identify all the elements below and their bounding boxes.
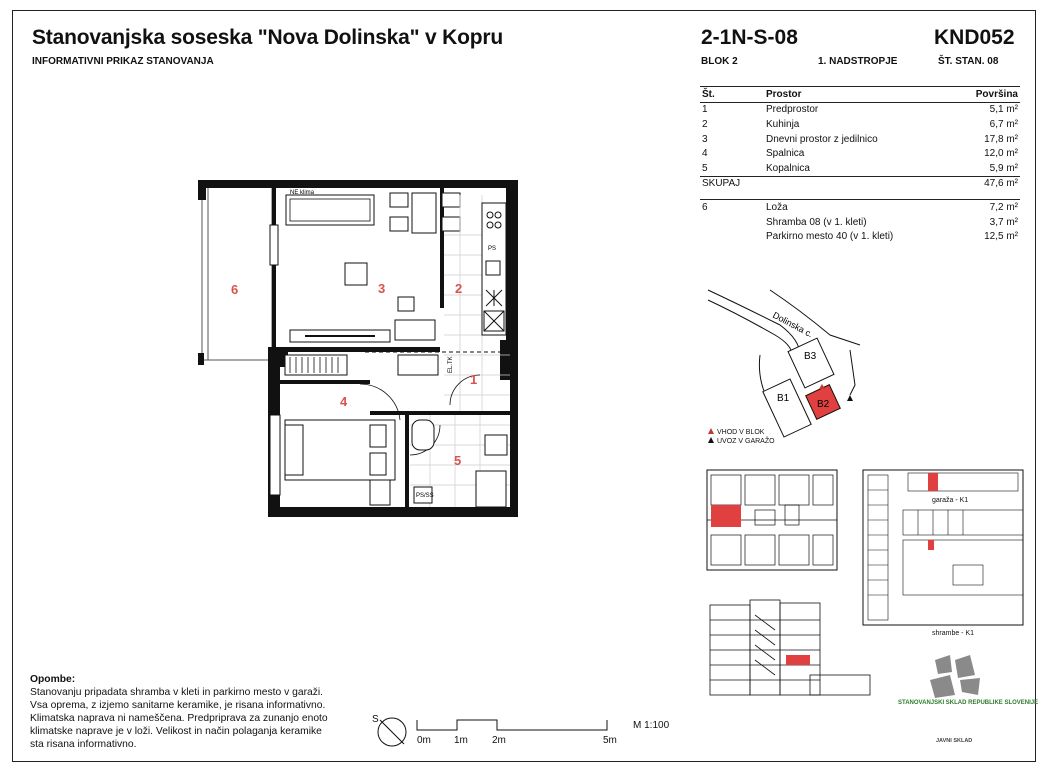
page-title: Stanovanjska soseska "Nova Dolinska" v Kopru [32,26,503,49]
table-row: Shramba 08 (v 1. kleti) 3,7 m² [766,216,1018,228]
page-subtitle: INFORMATIVNI PRIKAZ STANOVANJA [32,56,214,67]
notes-line: klimatske naprave je v loži. Velikost in način polaganja keramike [30,726,322,737]
block-b1-label: B1 [777,393,790,404]
notes [30,673,350,751]
room-number-6: 6 [231,282,239,297]
garage-key-plan [858,465,1028,640]
section-unit-highlight [786,655,810,665]
table-row: 1 Predprostor 5,1 m² [702,104,1018,116]
entrance-triangle-icon [708,428,714,434]
table-row: 6 Loža 7,2 m² [700,200,1020,215]
room-number-4: 4 [340,394,348,409]
block-label: BLOK 2 [701,56,738,67]
knd-code: KND052 [934,26,1015,49]
room-number-3: 3 [378,281,386,296]
parking-highlight [928,473,938,491]
site-legend: VHOD V BLOK UVOZ V GARAŽO [708,428,775,446]
floor-key-plan [705,465,845,575]
table-row: 3 Dnevni prostor z jedilnico 17,8 m² [702,133,1018,145]
total-row: SKUPAJ 47,6 m² [700,176,1020,191]
unit-code: 2-1N-S-08 [701,26,798,49]
scale-tick-5: 5m [603,735,617,746]
col-room: Prostor [764,87,953,103]
garage-marker [847,395,853,401]
sofa [286,195,374,225]
floor-label: 1. NADSTROPJE [818,56,898,67]
street-label: Dolinska c. [771,309,815,340]
ps-ss-label: PS/SS [416,493,434,499]
table-row: 5 Kopalnica 5,9 m² [702,162,1018,174]
scale-tick-1: 1m [454,735,468,746]
site-plan [700,285,880,445]
storage-highlight [928,540,934,550]
rooms-table [700,86,1020,244]
scale-tick-2: 2m [492,735,506,746]
table-row: 2 Kuhinja 6,7 m² [702,118,1018,130]
col-no: Št. [700,87,764,103]
notes-heading: Opombe: [30,674,76,685]
col-area: Površina [953,87,1020,103]
notes-line: Klimatska naprava ni nameščena. Predpriprava za zunanjo enoto [30,713,328,724]
room-number-5: 5 [454,453,462,468]
unit-number-label: ŠT. STAN. 08 [938,56,999,67]
section-key-plan [700,595,880,705]
storage-label: shrambe - K1 [932,630,975,637]
notes-line: sta risana informativno. [30,739,137,750]
loggia-floor [202,185,272,360]
table-header [700,87,1020,103]
block-b3-shape [788,338,834,388]
notes-line: Vsa oprema, z izjemo sanitarne keramike, je risana informativno. [30,700,326,711]
fund-logo-icon [920,650,990,702]
garage-triangle-icon [708,437,714,443]
floor-plan [190,175,525,520]
ne-klima-label: NE klima [290,190,315,196]
notes-line: Stanovanju pripadata shramba v kleti in parkirno mesto v garaži. [30,687,324,698]
scale-ratio: M 1:100 [633,720,670,731]
entrance-marker [819,384,825,389]
room-number-1: 1 [470,372,478,387]
logo-text: STANOVANJSKI SKLAD REPUBLIKE SLOVENIJE [898,700,1039,706]
garage-label: garaža - K1 [932,497,969,504]
block-b2-label: B2 [817,399,830,410]
unit-highlight [711,505,741,527]
el-tk-label: EL.TK [448,356,454,373]
ps-label: PS [488,246,497,252]
block-b3-label: B3 [804,351,817,362]
dining-table [412,193,436,233]
scale-tick-0: 0m [417,735,431,746]
room-number-2: 2 [455,281,463,296]
scale-bar [412,715,612,735]
logo-subtext: JAVNI SKLAD [936,738,973,744]
table-row: Parkirno mesto 40 (v 1. kleti) 12,5 m² [766,231,1018,243]
table-row: 4 Spalnica 12,0 m² [702,148,1018,160]
north-label: S [372,714,379,725]
